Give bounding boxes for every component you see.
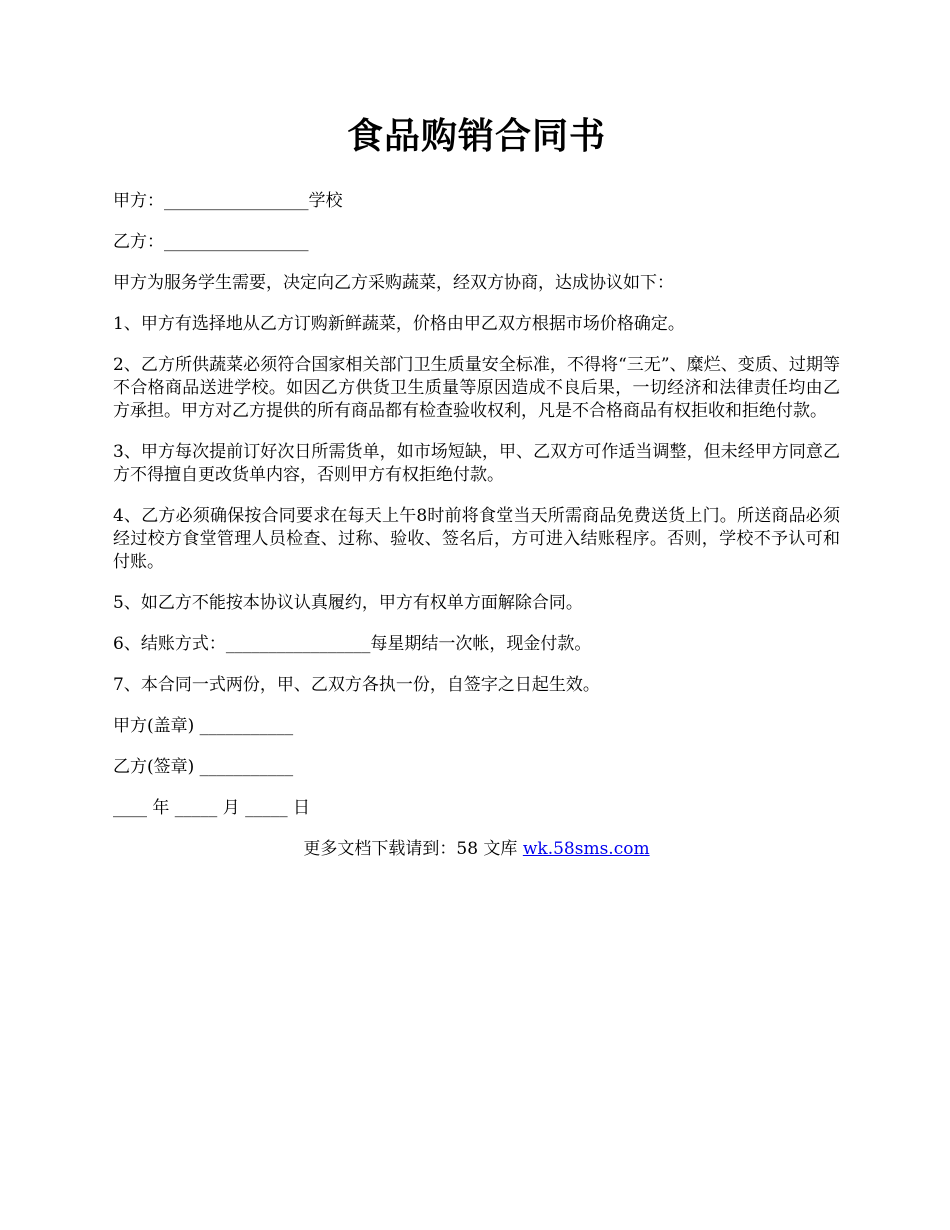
clause-5: 5、如乙方不能按本协议认真履约，甲方有权单方面解除合同。 xyxy=(113,593,583,613)
party-b-line: 乙方：_________________ xyxy=(113,232,309,252)
clause-1: 1、甲方有选择地从乙方订购新鲜蔬菜，价格由甲乙双方根据市场价格确定。 xyxy=(113,314,685,334)
clause-3: 3、甲方每次提前订好次日所需货单，如市场短缺，甲、乙双方可作适当调整，但未经甲方同意乙方不得擅自更改货单内容，否则甲方有权拒绝付款。 xyxy=(113,442,840,485)
document-title: 食品购销合同书 xyxy=(346,115,606,157)
clause-4: 4、乙方必须确保按合同要求在每天上午8时前将食堂当天所需商品免费送货上门。所送商品必须经过校方食堂管理人员检查、过称、验收、签名后，方可进入结账程序。否则，学校不予认可和付账。 xyxy=(113,506,840,572)
footer-link[interactable]: wk.58sms.com xyxy=(522,839,650,859)
intro-paragraph: 甲方为服务学生需要，决定向乙方采购蔬菜，经双方协商，达成协议如下： xyxy=(113,273,674,293)
signature-party-a: 甲方(盖章) ___________ xyxy=(113,716,294,736)
document-page xyxy=(113,110,840,861)
footer-text: 更多文档下载请到：58 文库 xyxy=(303,839,523,859)
signature-party-b: 乙方(签章) ___________ xyxy=(113,757,294,777)
clause-7: 7、本合同一式两份，甲、乙双方各执一份，自签字之日起生效。 xyxy=(113,675,600,695)
footer xyxy=(113,838,840,861)
party-a-line: 甲方：_________________学校 xyxy=(113,191,343,211)
date-line: ____ 年 _____ 月 _____ 日 xyxy=(113,798,311,818)
clause-6: 6、结账方式：_________________每星期结一次帐，现金付款。 xyxy=(113,634,592,654)
clause-2: 2、乙方所供蔬菜必须符合国家相关部门卫生质量安全标准，不得将“三无”、糜烂、变质、过期等不合格商品送进学校。如因乙方供货卫生质量等原因造成不良后果，一切经济和法律责任均由乙方承担。甲方对乙方提供的所有商品都有检查验收权利，凡是不合格商品有权拒收和拒绝付款。 xyxy=(113,355,840,421)
